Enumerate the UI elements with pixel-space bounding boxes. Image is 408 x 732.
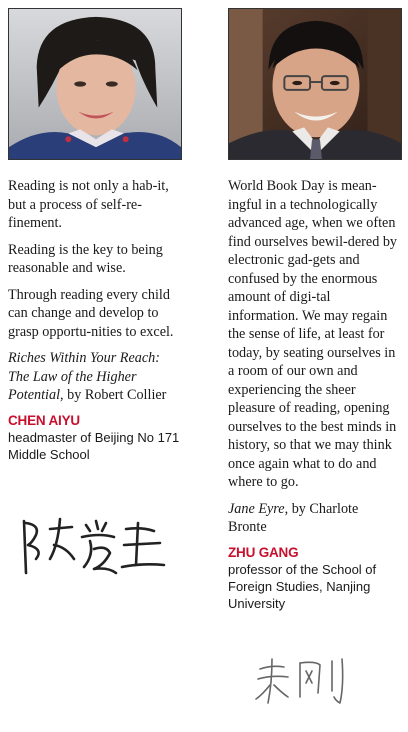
right-author-title: professor of the School of Foreign Studies, Nanjing University — [228, 561, 377, 611]
left-body — [8, 177, 184, 463]
left-book-recommendation — [8, 349, 184, 405]
left-author-name: CHEN AIYU — [8, 412, 80, 428]
right-paragraph-1: World Book Day is mean-ingful in a technologically advanced age, when we often find ourselves bewil-dered by electronic gad-gets and confused by the enormous amount of digi-tal information. We may regain the sense of life, at least for today, by seating ourselves in a room of our own and experiencing the sheer pleasure of reading, opening ourselves to the best minds in history, so that we may think once again what to do and where to go. — [228, 178, 398, 490]
right-body — [228, 177, 398, 612]
portrait-image — [9, 9, 181, 159]
left-book-title: Riches Within Your Reach: The Law of the Higher Potential — [8, 350, 160, 403]
right-book-recommendation — [228, 500, 398, 537]
portrait-chen-aiyu — [8, 8, 182, 160]
left-paragraph-2: Reading is the key to being reasonable and wise. — [8, 241, 163, 276]
right-author-name: ZHU GANG — [228, 544, 299, 560]
left-book-author: , by Robert Collier — [60, 387, 167, 403]
portrait-image — [229, 9, 401, 159]
portrait-zhu-gang — [228, 8, 402, 160]
signature-zhu-gang — [250, 655, 350, 707]
left-paragraph-3: Through reading every child can change and develop to grasp opportu-nities to excel. — [8, 286, 174, 340]
left-paragraph-1: Reading is not only a hab-it, but a process of self-re-finement. — [8, 178, 169, 231]
right-book-title: Jane Eyre — [228, 500, 285, 517]
right-book-author: , by Charlote Bronte — [228, 500, 359, 535]
signature-chen-aiyu — [14, 515, 170, 577]
left-author-title: headmaster of Beijing No 171 Middle School — [8, 429, 180, 462]
